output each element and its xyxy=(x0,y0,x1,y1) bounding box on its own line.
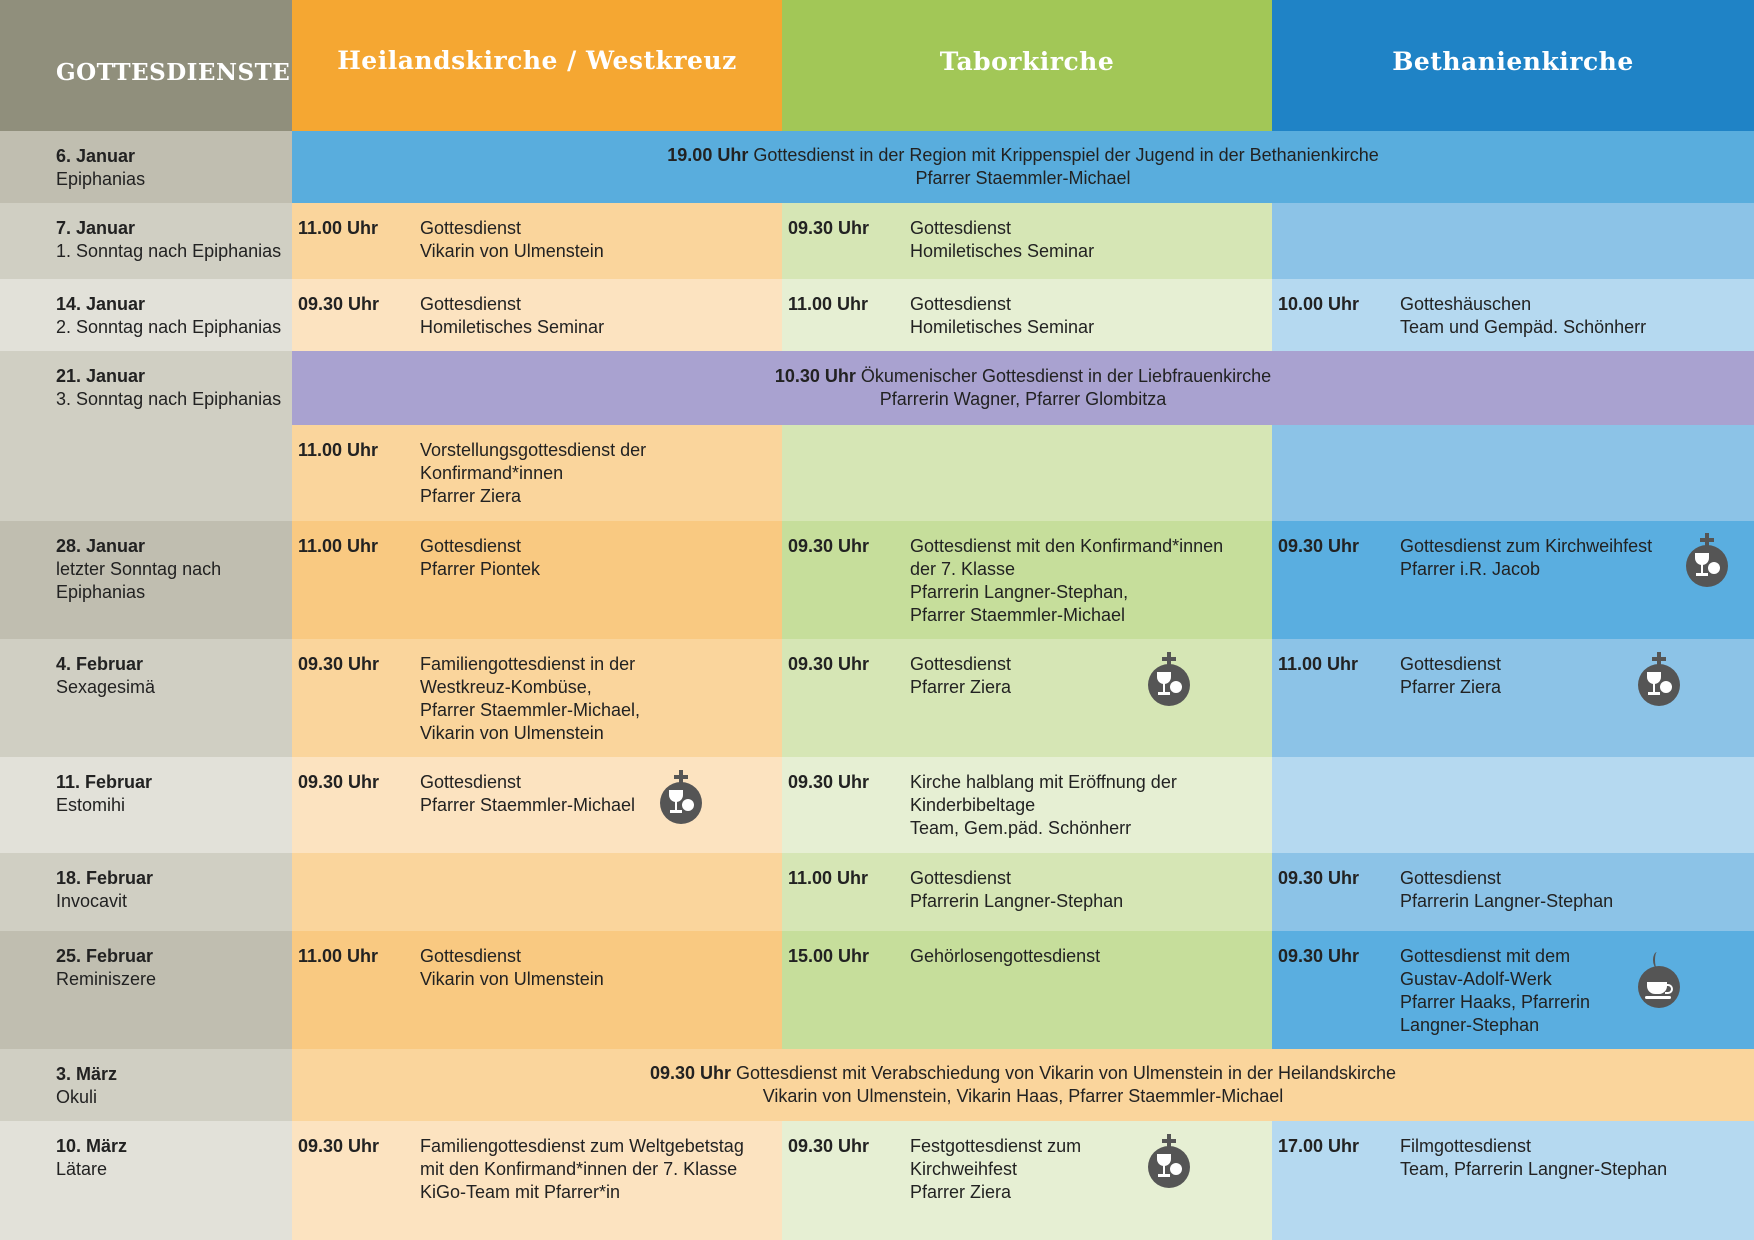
date-cell xyxy=(0,203,292,279)
bethanien-cell xyxy=(1272,931,1754,1049)
ecumenical-banner xyxy=(292,351,1754,425)
banner-line xyxy=(775,365,1271,388)
bethanien-cell xyxy=(1272,203,1754,279)
banner-people: Pfarrer Staemmler-Michael xyxy=(915,168,1131,188)
sunday-name: Estomihi xyxy=(56,795,126,815)
tabor-cell xyxy=(782,1121,1272,1240)
service-details: Gotteshäuschen Team und Gempäd. Schönherr xyxy=(1400,294,1647,337)
banner-time: 19.00 Uhr xyxy=(667,145,749,165)
service-details: Familiengottesdienst in der Westkreuz-Kombüse, Pfarrer Staemmler-Michael, Vikarin von Ulmenstein xyxy=(420,654,641,743)
sunday-name: letzter Sonntag nach xyxy=(56,559,222,579)
date-cell xyxy=(0,1121,292,1240)
service-details: Gottesdienst Pfarrer Staemmler-Michael xyxy=(420,772,636,815)
date-label: 6. Januar xyxy=(56,146,136,166)
region-banner xyxy=(292,131,1754,203)
date-cell xyxy=(0,351,292,521)
tabor-cell xyxy=(782,853,1272,931)
banner-text: Gottesdienst in der Region mit Krippenspiel der Jugend in der Bethanienkirche xyxy=(753,145,1379,165)
banner-line xyxy=(650,1062,1396,1085)
sunday-name: Epiphanias xyxy=(56,169,146,189)
service-details: Vorstellungsgottesdienst der Konfirmand*innen Pfarrer Ziera xyxy=(420,440,647,506)
service-details: Gottesdienst Homiletisches Seminar xyxy=(910,294,1095,337)
tabor-cell xyxy=(782,931,1272,1049)
banner-people: Vikarin von Ulmenstein, Vikarin Haas, Pfarrer Staemmler-Michael xyxy=(762,1086,1284,1106)
service-time: 09.30 Uhr xyxy=(788,654,870,674)
date-label: 7. Januar xyxy=(56,218,136,238)
service-details: Festgottesdienst zum Kirchweihfest Pfarrer Ziera xyxy=(910,1136,1082,1202)
date-label: 25. Februar xyxy=(56,946,154,966)
service-details: Familiengottesdienst zum Weltgebetstag mit den Konfirmand*innen der 7. Klasse KiGo-Team mit Pfarrer*in xyxy=(420,1136,744,1202)
banner-time: 09.30 Uhr xyxy=(649,1063,731,1083)
header-taborkirche: Taborkirche xyxy=(782,0,1272,131)
communion-icon xyxy=(1148,1146,1190,1188)
banner-people: Pfarrerin Wagner, Pfarrer Glombitza xyxy=(879,389,1167,409)
date-cell xyxy=(0,131,292,203)
service-time: 09.30 Uhr xyxy=(298,1136,380,1156)
sunday-name: Sexagesimä xyxy=(56,677,156,697)
service-time: 09.30 Uhr xyxy=(788,1136,870,1156)
sunday-name: Epiphanias xyxy=(56,582,146,602)
sunday-name: Okuli xyxy=(56,1087,98,1107)
date-cell xyxy=(0,757,292,853)
service-time: 09.30 Uhr xyxy=(1278,536,1360,556)
heiland-cell xyxy=(292,639,782,757)
sunday-name: Lätare xyxy=(56,1159,108,1179)
date-label: 11. Februar xyxy=(56,772,153,792)
service-details: Gottesdienst Pfarrer Ziera xyxy=(1400,654,1502,697)
communion-icon xyxy=(1686,545,1728,587)
bethanien-cell xyxy=(1272,757,1754,853)
service-time: 09.30 Uhr xyxy=(788,772,870,792)
service-time: 11.00 Uhr xyxy=(298,536,379,556)
heiland-cell xyxy=(292,853,782,931)
heiland-cell xyxy=(292,521,782,639)
banner-time: 10.30 Uhr xyxy=(774,366,856,386)
date-cell xyxy=(0,931,292,1049)
service-details: Gottesdienst Homiletisches Seminar xyxy=(420,294,605,337)
service-time: 09.30 Uhr xyxy=(298,772,380,792)
service-time: 09.30 Uhr xyxy=(1278,868,1360,888)
bethanien-cell xyxy=(1272,1121,1754,1240)
banner-text: Ökumenischer Gottesdienst in der Liebfrauenkirche xyxy=(860,366,1272,386)
service-time: 10.00 Uhr xyxy=(1278,294,1360,314)
service-details: Gottesdienst Vikarin von Ulmenstein xyxy=(420,946,604,989)
date-label: 18. Februar xyxy=(56,868,154,888)
tabor-cell xyxy=(782,521,1272,639)
bethanien-cell xyxy=(1272,279,1754,351)
sunday-name: 2. Sonntag nach Epiphanias xyxy=(56,317,282,337)
service-time: 11.00 Uhr xyxy=(1278,654,1359,674)
banner-line xyxy=(667,144,1378,167)
service-details: Gottesdienst Pfarrerin Langner-Stephan xyxy=(910,868,1124,911)
service-details: Gottesdienst Pfarrer Ziera xyxy=(910,654,1012,697)
bethanien-cell xyxy=(1272,521,1754,639)
heiland-cell xyxy=(292,931,782,1049)
date-label: 3. März xyxy=(56,1064,118,1084)
date-label: 4. Februar xyxy=(56,654,144,674)
service-details: Gottesdienst mit den Konfirmand*innen der 7. Klasse Pfarrerin Langner-Stephan, Pfarrer Staemmler-Michael xyxy=(910,536,1224,625)
bethanien-cell xyxy=(1272,425,1754,521)
date-cell xyxy=(0,853,292,931)
farewell-banner xyxy=(292,1049,1754,1121)
service-details: Gottesdienst Vikarin von Ulmenstein xyxy=(420,218,604,261)
service-time: 09.30 Uhr xyxy=(788,536,870,556)
coffee-icon xyxy=(1638,966,1680,1008)
date-cell xyxy=(0,279,292,351)
tabor-cell xyxy=(782,425,1272,521)
date-cell xyxy=(0,1049,292,1121)
banner-text: Gottesdienst mit Verabschiedung von Vikarin von Ulmenstein in der Heilandskirche xyxy=(736,1063,1397,1083)
service-details: Gehörlosengottesdienst xyxy=(910,946,1101,966)
service-details: Gottesdienst zum Kirchweihfest Pfarrer i.R. Jacob xyxy=(1400,536,1653,579)
date-label: 21. Januar xyxy=(56,366,146,386)
service-time: 09.30 Uhr xyxy=(788,218,870,238)
service-time: 09.30 Uhr xyxy=(298,654,380,674)
service-details: Gottesdienst Homiletisches Seminar xyxy=(910,218,1095,261)
service-time: 11.00 Uhr xyxy=(298,440,379,460)
bethanien-cell xyxy=(1272,639,1754,757)
service-details: Filmgottesdienst Team, Pfarrerin Langner-Stephan xyxy=(1400,1136,1668,1179)
service-details: Gottesdienst Pfarrerin Langner-Stephan xyxy=(1400,868,1614,911)
date-label: 14. Januar xyxy=(56,294,146,314)
service-time: 09.30 Uhr xyxy=(1278,946,1360,966)
bethanien-cell xyxy=(1272,853,1754,931)
tabor-cell xyxy=(782,757,1272,853)
service-details: Gottesdienst mit dem Gustav-Adolf-Werk Pfarrer Haaks, Pfarrerin Langner-Stephan xyxy=(1400,946,1591,1035)
service-details: Kirche halblang mit Eröffnung der Kinderbibeltage Team, Gem.päd. Schönherr xyxy=(910,772,1177,838)
tabor-cell xyxy=(782,639,1272,757)
tabor-cell xyxy=(782,203,1272,279)
service-time: 11.00 Uhr xyxy=(788,294,869,314)
header-bethanienkirche: Bethanienkirche xyxy=(1272,0,1754,131)
date-label: 10. März xyxy=(56,1136,128,1156)
service-time: 09.30 Uhr xyxy=(298,294,380,314)
date-cell xyxy=(0,639,292,757)
heiland-cell xyxy=(292,425,782,521)
communion-icon xyxy=(1148,664,1190,706)
service-time: 11.00 Uhr xyxy=(298,946,379,966)
heiland-cell xyxy=(292,757,782,853)
tabor-cell xyxy=(782,279,1272,351)
date-label: 28. Januar xyxy=(56,536,146,556)
heiland-cell xyxy=(292,1121,782,1240)
communion-icon xyxy=(1638,664,1680,706)
sunday-name: Reminiszere xyxy=(56,969,157,989)
service-details: Gottesdienst Pfarrer Piontek xyxy=(420,536,541,579)
service-time: 11.00 Uhr xyxy=(298,218,379,238)
header-gottesdienste: GOTTESDIENSTE xyxy=(0,0,292,131)
sunday-name: Invocavit xyxy=(56,891,128,911)
communion-icon xyxy=(660,782,702,824)
heiland-cell xyxy=(292,203,782,279)
heiland-cell xyxy=(292,279,782,351)
service-time: 15.00 Uhr xyxy=(788,946,870,966)
service-time: 11.00 Uhr xyxy=(788,868,869,888)
header-heilandskirche: Heilandskirche / Westkreuz xyxy=(292,0,782,131)
sunday-name: 1. Sonntag nach Epiphanias xyxy=(56,241,282,261)
sunday-name: 3. Sonntag nach Epiphanias xyxy=(56,389,282,409)
date-cell xyxy=(0,521,292,639)
service-time: 17.00 Uhr xyxy=(1278,1136,1360,1156)
